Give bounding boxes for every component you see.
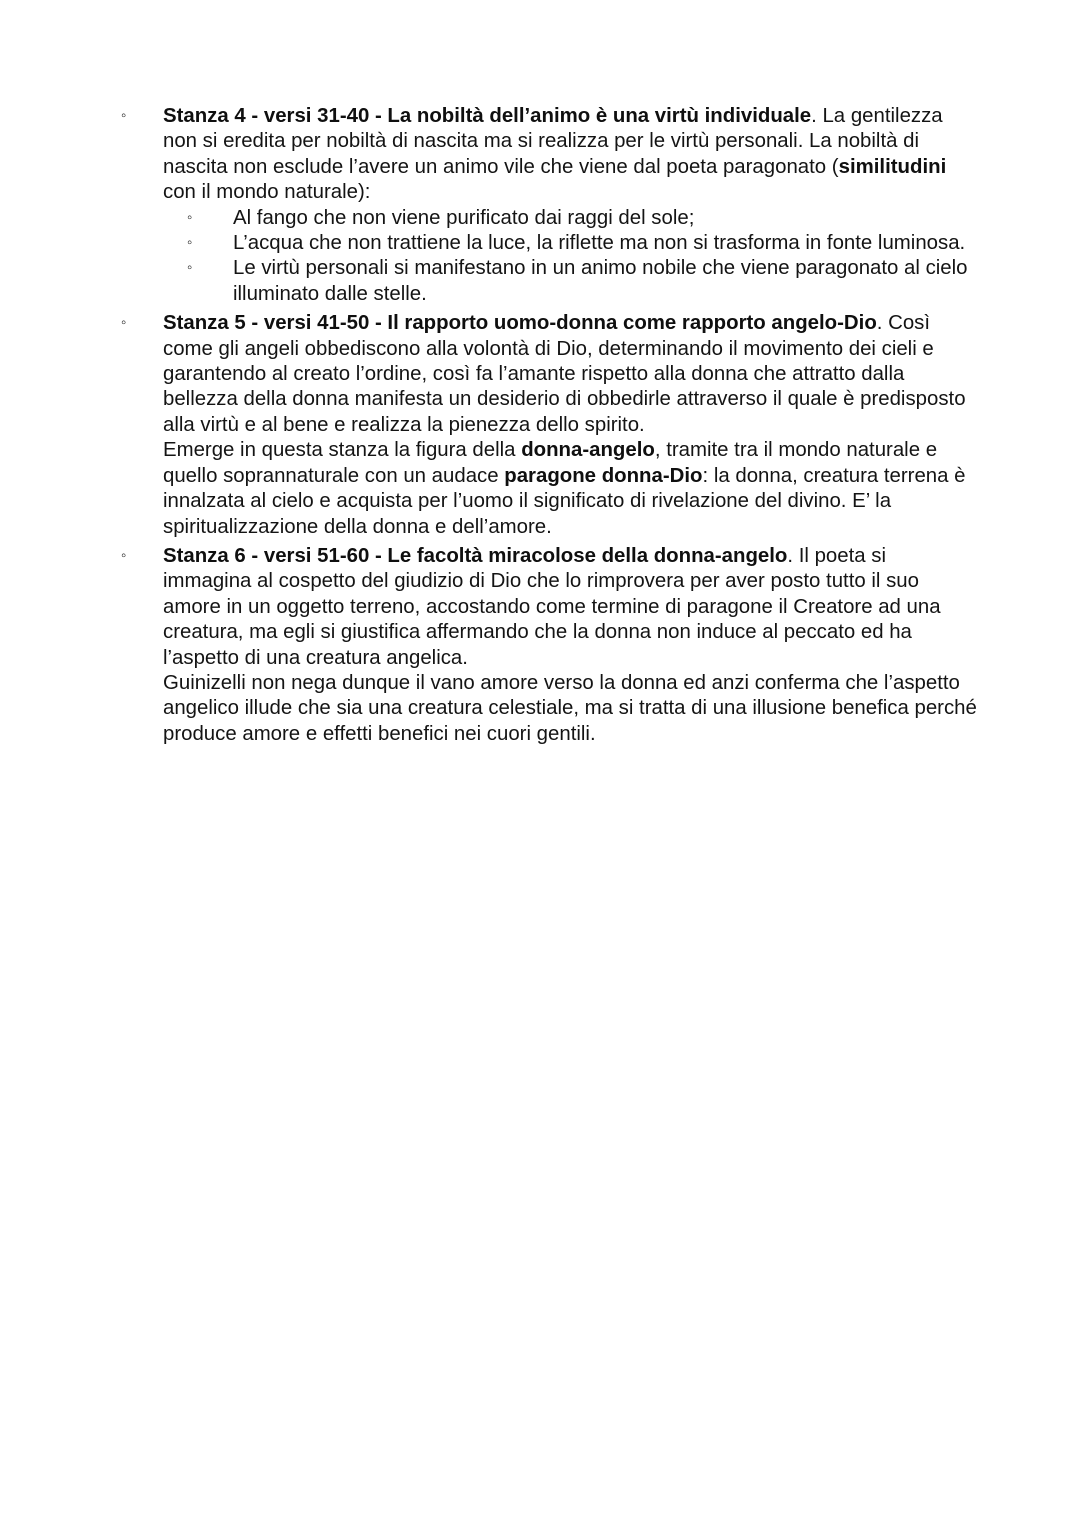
bullet-icon: ◦ bbox=[187, 208, 193, 226]
list-item-stanza-4 bbox=[0, 104, 1080, 307]
stanza-5-p2-text-middle: , tramite tra il mondo naturale e quello soprannaturale con un audace bbox=[163, 439, 938, 487]
sublist-item bbox=[163, 206, 980, 231]
bullet-icon: ◦ bbox=[187, 234, 193, 252]
stanza-4-text-end: con il mondo naturale): bbox=[163, 181, 371, 204]
stanza-6-paragraph-2: Guinizelli non nega dunque il vano amore verso la donna ed anzi conferma che l’aspetto angelico illude che sia una creatura celestiale, ma si tratta di una illusione benefica perché produce amore e effetti benefici nei cuori gentili. bbox=[163, 671, 977, 745]
stanza-5-heading: Stanza 5 - versi 41-50 - Il rapporto uomo-donna come rapporto angelo-Dio bbox=[163, 312, 877, 335]
stanza-5-paragraph-2 bbox=[163, 438, 980, 540]
stanza-4-text: . La gentilezza non si eredita per nobiltà di nascita ma si realizza per le virtù personali. La nobiltà di nascita non esclude l’avere un animo vile che viene dal poeta paragonato ( bbox=[163, 105, 943, 178]
stanza-5-p2-text-end: : la donna, creatura terrena è innalzata al cielo e acquista per l’uomo il significato di rivelazione del divino. E’ la spiritualizzazione della donna e dell’amore. bbox=[163, 464, 966, 538]
stanza-5-term-donna-angelo: donna-angelo bbox=[521, 439, 655, 462]
stanza-5-p2-text: Emerge in questa stanza la figura della bbox=[163, 439, 522, 462]
bullet-icon: ◦ bbox=[121, 546, 127, 564]
list-item-stanza-5 bbox=[0, 311, 1080, 540]
sublist-item-text: Le virtù personali si manifestano in un animo nobile che viene paragonato al cielo illuminato dalle stelle. bbox=[233, 257, 968, 305]
stanza-6-paragraph bbox=[163, 544, 980, 671]
bullet-icon: ◦ bbox=[187, 259, 193, 277]
stanza-5-term-paragone: paragone donna-Dio bbox=[504, 464, 703, 487]
list-item-stanza-6 bbox=[0, 544, 1080, 747]
stanza-5-paragraph bbox=[163, 311, 980, 438]
stanza-6-text: . Il poeta si immagina al cospetto del giudizio di Dio che lo rimprovera per aver posto tutto il suo amore in un oggetto terreno, accostando come termine di paragone il Creatore ad una creatura, ma egli si giustifica affermando che la donna non induce al peccato ed ha l’aspetto di una creatura angelica. bbox=[163, 544, 941, 669]
sublist-item-text: L’acqua che non trattiene la luce, la riflette ma non si trasforma in fonte luminosa. bbox=[233, 232, 966, 255]
stanza-6-heading: Stanza 6 - versi 51-60 - Le facoltà miracolose della donna-angelo bbox=[163, 544, 788, 567]
stanza-4-sublist bbox=[163, 206, 980, 308]
stanza-4-term: similitudini bbox=[838, 155, 947, 178]
stanza-4-paragraph bbox=[163, 104, 980, 206]
sublist-item-text: Al fango che non viene purificato dai raggi del sole; bbox=[233, 206, 695, 229]
bullet-icon: ◦ bbox=[121, 314, 127, 332]
stanza-list bbox=[0, 104, 1080, 751]
stanza-4-heading: Stanza 4 - versi 31-40 - La nobiltà dell’animo è una virtù individuale bbox=[163, 105, 812, 127]
sublist-item bbox=[163, 256, 980, 307]
stanza-5-text: . Così come gli angeli obbediscono alla volontà di Dio, determinando il movimento dei cieli e garantendo al creato l’ordine, così fa l’amante rispetto alla donna che attratto dalla bellezza della donna manifesta un desiderio di obbedirle attraverso il quale è predisposto alla virtù e al bene e realizza la pienezza dello spirito. bbox=[163, 312, 966, 436]
bullet-icon: ◦ bbox=[121, 107, 127, 124]
sublist-item bbox=[163, 231, 980, 256]
